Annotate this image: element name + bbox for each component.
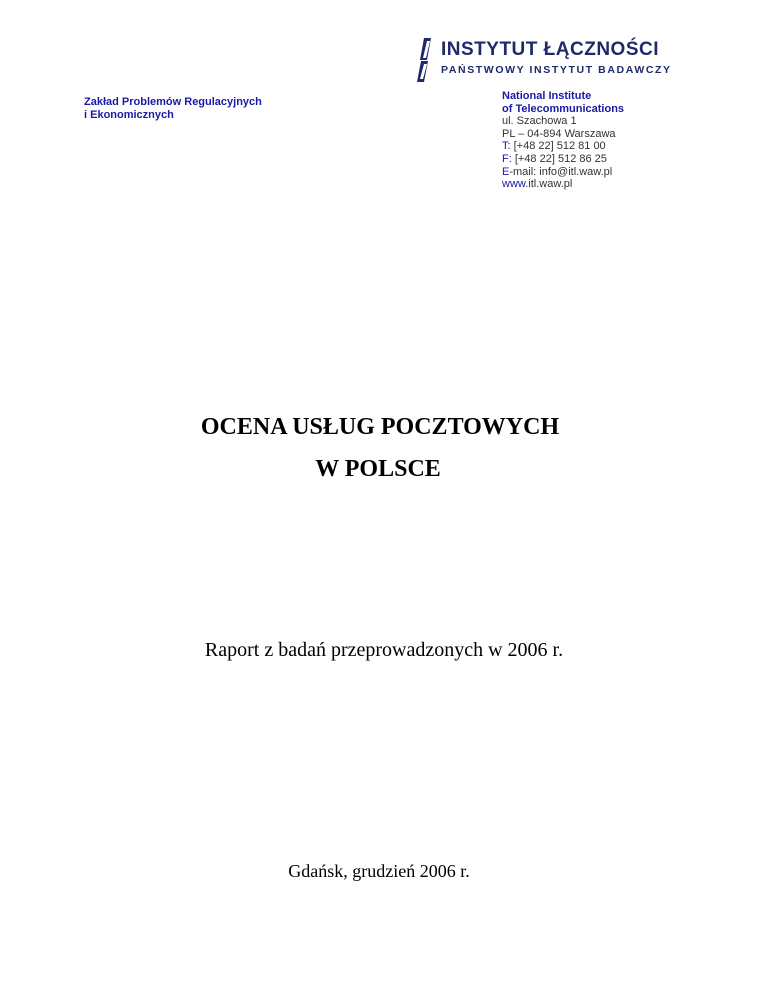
document-subtitle: Raport z badań przeprowadzonych w 2006 r. [204, 639, 564, 661]
logo-name: INSTYTUT ŁĄCZNOŚCI [441, 39, 659, 60]
email-address: -mail: info@itl.waw.pl [509, 165, 613, 178]
phone-line [502, 140, 624, 153]
website-prefix: www [502, 178, 526, 191]
org-name-line-2: of Telecommunications [502, 102, 625, 115]
phone-number: [+48 22] 512 81 00 [510, 140, 606, 153]
fax-line [502, 153, 624, 166]
place-and-date: Gdańsk, grudzień 2006 r. [288, 861, 470, 881]
fax-number: [+48 22] 512 86 25 [511, 152, 607, 165]
street-address: ul. Szachowa 1 [502, 115, 577, 128]
document-title-line-2: W POLSCE [315, 456, 441, 482]
institute-logo [415, 38, 675, 82]
institute-emblem-icon [415, 38, 437, 82]
city-address: PL – 04-894 Warszawa [502, 127, 616, 140]
phone-prefix: T: [502, 140, 511, 153]
email-prefix: E [502, 165, 510, 178]
department-line-2: i Ekonomicznych [84, 109, 174, 121]
email-line [502, 166, 624, 179]
contact-block [502, 90, 624, 191]
website-address: .itl.waw.pl [525, 178, 573, 191]
logo-subtitle: PAŃSTWOWY INSTYTUT BADAWCZY [441, 64, 672, 76]
website-line [502, 178, 624, 191]
department-line-1: Zakład Problemów Regulacyjnych [84, 96, 262, 108]
org-name-line-1: National Institute [502, 90, 592, 102]
document-title-line-1: OCENA USŁUG POCZTOWYCH [200, 414, 560, 440]
fax-prefix: F: [502, 152, 512, 165]
department-name [84, 96, 262, 122]
